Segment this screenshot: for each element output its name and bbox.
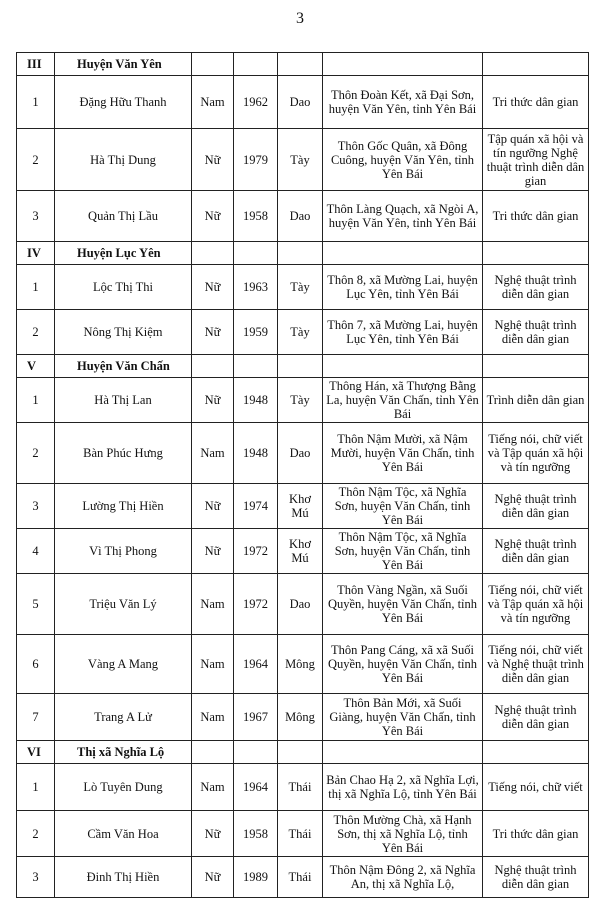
cell-name: Đinh Thị Hiền (55, 857, 192, 898)
empty-cell (483, 741, 589, 764)
empty-cell (192, 355, 234, 378)
cell-gender: Nữ (192, 529, 234, 574)
table-row (17, 423, 589, 484)
cell-stt: 2 (17, 423, 55, 484)
section-header-row (17, 741, 589, 764)
cell-address: Thôn Nậm Tộc, xã Nghĩa Sơn, huyện Văn Chấn, tỉnh Yên Bái (323, 529, 483, 574)
cell-address: Thôn Nậm Đông 2, xã Nghĩa An, thị xã Nghĩa Lộ, (323, 857, 483, 898)
empty-cell (278, 242, 323, 265)
cell-name: Lò Tuyên Dung (55, 764, 192, 811)
cell-ethnicity: Dao (278, 574, 323, 635)
cell-address: Bản Chao Hạ 2, xã Nghĩa Lợi, thị xã Nghĩa Lộ, tỉnh Yên Bái (323, 764, 483, 811)
cell-address: Thôn Gốc Quân, xã Đông Cuông, huyện Văn Yên, tỉnh Yên Bái (323, 129, 483, 191)
cell-ethnicity: Tày (278, 378, 323, 423)
cell-address: Thôn 7, xã Mường Lai, huyện Lục Yên, tỉnh Yên Bái (323, 310, 483, 355)
cell-gender: Nữ (192, 191, 234, 242)
cell-address: Thôn Nậm Tộc, xã Nghĩa Sơn, huyện Văn Chấn, tỉnh Yên Bái (323, 484, 483, 529)
empty-cell (234, 741, 278, 764)
cell-stt: 2 (17, 310, 55, 355)
cell-heritage: Tri thức dân gian (483, 811, 589, 857)
section-name: Huyện Lục Yên (55, 242, 192, 265)
cell-ethnicity: Thái (278, 857, 323, 898)
cell-year: 1959 (234, 310, 278, 355)
table-row (17, 694, 589, 741)
section-number: IV (17, 242, 55, 265)
cell-ethnicity: Thái (278, 764, 323, 811)
cell-year: 1989 (234, 857, 278, 898)
empty-cell (483, 242, 589, 265)
cell-heritage: Tiếng nói, chữ viết (483, 764, 589, 811)
table-row (17, 811, 589, 857)
table-row (17, 529, 589, 574)
empty-cell (234, 355, 278, 378)
section-number: III (17, 53, 55, 76)
cell-address: Thôn Vàng Ngần, xã Suối Quyền, huyện Văn Chấn, tỉnh Yên Bái (323, 574, 483, 635)
empty-cell (483, 355, 589, 378)
cell-year: 1962 (234, 76, 278, 129)
cell-year: 1972 (234, 574, 278, 635)
cell-name: Bàn Phúc Hưng (55, 423, 192, 484)
cell-stt: 1 (17, 265, 55, 310)
cell-heritage: Trình diễn dân gian (483, 378, 589, 423)
cell-address: Thôn Pang Cáng, xã xã Suối Quyền, huyện Văn Chấn, tỉnh Yên Bái (323, 635, 483, 694)
empty-cell (323, 242, 483, 265)
cell-ethnicity: Tày (278, 129, 323, 191)
cell-stt: 3 (17, 484, 55, 529)
table-row (17, 484, 589, 529)
cell-name: Lường Thị Hiền (55, 484, 192, 529)
empty-cell (323, 741, 483, 764)
artisan-table (16, 52, 589, 898)
cell-ethnicity: Dao (278, 191, 323, 242)
cell-gender: Nam (192, 694, 234, 741)
cell-name: Triệu Văn Lý (55, 574, 192, 635)
cell-stt: 5 (17, 574, 55, 635)
empty-cell (192, 53, 234, 76)
cell-stt: 6 (17, 635, 55, 694)
empty-cell (234, 242, 278, 265)
table-row (17, 265, 589, 310)
cell-gender: Nữ (192, 811, 234, 857)
cell-ethnicity: Mông (278, 694, 323, 741)
cell-stt: 7 (17, 694, 55, 741)
table-row (17, 574, 589, 635)
table-row (17, 764, 589, 811)
section-name: Huyện Văn Yên (55, 53, 192, 76)
cell-address: Thôn Đoàn Kết, xã Đại Sơn, huyện Văn Yên, tỉnh Yên Bái (323, 76, 483, 129)
cell-gender: Nam (192, 764, 234, 811)
cell-heritage: Nghệ thuật trình diễn dân gian (483, 694, 589, 741)
table-row (17, 635, 589, 694)
cell-name: Trang A Lử (55, 694, 192, 741)
cell-name: Quản Thị Lầu (55, 191, 192, 242)
empty-cell (234, 53, 278, 76)
cell-gender: Nữ (192, 129, 234, 191)
cell-ethnicity: Khơ Mú (278, 484, 323, 529)
cell-gender: Nữ (192, 857, 234, 898)
cell-heritage: Tiếng nói, chữ viết và Nghệ thuật trình diễn dân gian (483, 635, 589, 694)
cell-gender: Nam (192, 635, 234, 694)
cell-year: 1958 (234, 191, 278, 242)
cell-name: Vàng A Mang (55, 635, 192, 694)
empty-cell (278, 355, 323, 378)
table-row (17, 191, 589, 242)
empty-cell (192, 741, 234, 764)
cell-address: Thôn 8, xã Mường Lai, huyện Lục Yên, tỉnh Yên Bái (323, 265, 483, 310)
cell-stt: 1 (17, 76, 55, 129)
cell-name: Hà Thị Lan (55, 378, 192, 423)
cell-year: 1979 (234, 129, 278, 191)
cell-year: 1948 (234, 423, 278, 484)
empty-cell (323, 355, 483, 378)
cell-gender: Nữ (192, 265, 234, 310)
cell-stt: 2 (17, 129, 55, 191)
section-number: V (17, 355, 55, 378)
cell-name: Cầm Văn Hoa (55, 811, 192, 857)
empty-cell (278, 741, 323, 764)
cell-gender: Nữ (192, 484, 234, 529)
cell-gender: Nam (192, 423, 234, 484)
cell-address: Thôn Nậm Mười, xã Nậm Mười, huyện Văn Chấn, tỉnh Yên Bái (323, 423, 483, 484)
cell-address: Thông Hán, xã Thượng Bằng La, huyện Văn Chấn, tỉnh Yên Bái (323, 378, 483, 423)
cell-gender: Nữ (192, 310, 234, 355)
cell-heritage: Tập quán xã hội và tín ngưỡng Nghệ thuật trình diễn dân gian (483, 129, 589, 191)
cell-heritage: Nghệ thuật trình diễn dân gian (483, 857, 589, 898)
section-header-row (17, 355, 589, 378)
cell-name: Nông Thị Kiệm (55, 310, 192, 355)
cell-heritage: Tiếng nói, chữ viết và Tập quán xã hội và tín ngưỡng (483, 423, 589, 484)
cell-name: Đặng Hữu Thanh (55, 76, 192, 129)
cell-year: 1964 (234, 764, 278, 811)
cell-address: Thôn Làng Quạch, xã Ngòi A, huyện Văn Yên, tỉnh Yên Bái (323, 191, 483, 242)
cell-name: Vì Thị Phong (55, 529, 192, 574)
cell-year: 1948 (234, 378, 278, 423)
cell-year: 1963 (234, 265, 278, 310)
cell-heritage: Nghệ thuật trình diễn dân gian (483, 529, 589, 574)
cell-heritage: Tri thức dân gian (483, 76, 589, 129)
empty-cell (323, 53, 483, 76)
cell-address: Thôn Bản Mới, xã Suối Giàng, huyện Văn Chấn, tỉnh Yên Bái (323, 694, 483, 741)
cell-year: 1967 (234, 694, 278, 741)
cell-gender: Nam (192, 574, 234, 635)
cell-ethnicity: Tày (278, 310, 323, 355)
cell-stt: 3 (17, 857, 55, 898)
cell-gender: Nữ (192, 378, 234, 423)
cell-year: 1958 (234, 811, 278, 857)
cell-address: Thôn Mường Chà, xã Hạnh Sơn, thị xã Nghĩa Lộ, tỉnh Yên Bái (323, 811, 483, 857)
table-row (17, 129, 589, 191)
cell-heritage: Tiếng nói, chữ viết và Tập quán xã hội và tín ngưỡng (483, 574, 589, 635)
cell-stt: 4 (17, 529, 55, 574)
cell-stt: 1 (17, 764, 55, 811)
cell-name: Hà Thị Dung (55, 129, 192, 191)
cell-ethnicity: Thái (278, 811, 323, 857)
section-name: Thị xã Nghĩa Lộ (55, 741, 192, 764)
cell-ethnicity: Mông (278, 635, 323, 694)
cell-heritage: Nghệ thuật trình diễn dân gian (483, 484, 589, 529)
cell-year: 1964 (234, 635, 278, 694)
cell-ethnicity: Dao (278, 76, 323, 129)
section-header-row (17, 242, 589, 265)
empty-cell (278, 53, 323, 76)
cell-heritage: Nghệ thuật trình diễn dân gian (483, 310, 589, 355)
cell-name: Lộc Thị Thi (55, 265, 192, 310)
section-name: Huyện Văn Chấn (55, 355, 192, 378)
table-row (17, 310, 589, 355)
table-row (17, 76, 589, 129)
section-header-row (17, 53, 589, 76)
cell-gender: Nam (192, 76, 234, 129)
empty-cell (483, 53, 589, 76)
cell-ethnicity: Tày (278, 265, 323, 310)
cell-stt: 1 (17, 378, 55, 423)
table-row (17, 857, 589, 898)
cell-stt: 2 (17, 811, 55, 857)
cell-ethnicity: Dao (278, 423, 323, 484)
empty-cell (192, 242, 234, 265)
cell-stt: 3 (17, 191, 55, 242)
cell-ethnicity: Khơ Mú (278, 529, 323, 574)
cell-heritage: Nghệ thuật trình diễn dân gian (483, 265, 589, 310)
section-number: VI (17, 741, 55, 764)
cell-year: 1972 (234, 529, 278, 574)
table-row (17, 378, 589, 423)
cell-year: 1974 (234, 484, 278, 529)
cell-heritage: Tri thức dân gian (483, 191, 589, 242)
page-number: 3 (296, 10, 304, 27)
